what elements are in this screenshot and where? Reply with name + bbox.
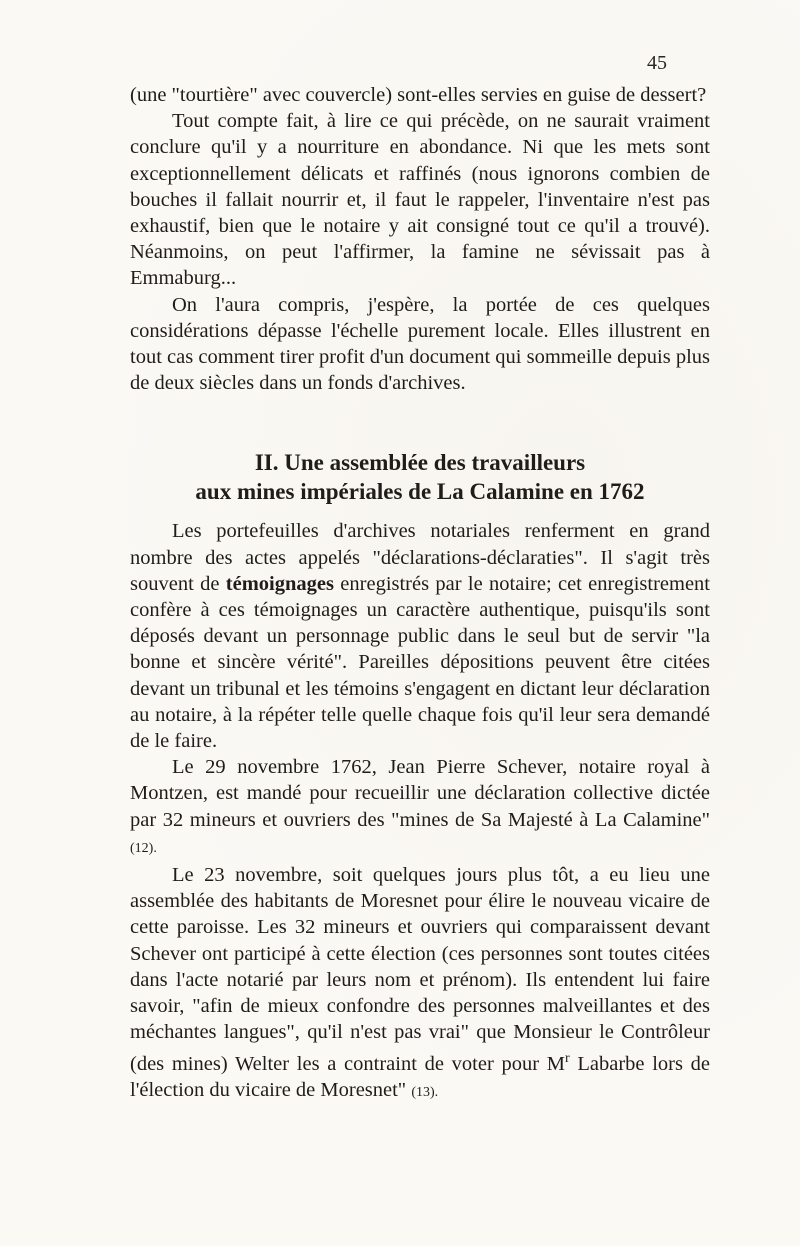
- paragraph-election-text: Le 23 novembre, soit quelques jours plus tôt, a eu lieu une assemblée des habitants de Moresnet pour élire le nouveau vicaire de cette paroisse. Les 32 mineurs et ouvriers qui comparaissent devant Schever ont participé à cette élection (ces personnes sont toutes citées dans l'acte notarié par leurs nom et prénom). Ils entendent lui faire savoir, "afin de mieux confondre des personnes malveillantes et des méchantes langues", qu'il n'est pas vrai" que Monsieur le Contrôleur (des mines) Welter les a contraint de voter pour M: [130, 864, 710, 1075]
- paragraph-election-text-2: Labarbe lors de l'élection du vicaire de Moresnet": [130, 1052, 710, 1101]
- section-heading-line-2: aux mines impériales de La Calamine en 1762: [195, 479, 645, 505]
- paragraph-schever-text: Le 29 novembre 1762, Jean Pierre Schever, notaire royal à Montzen, est mandé pour recueillir une déclaration collective dictée par 32 mineurs et ouvriers des "mines de Sa Majesté à La Calamine": [130, 756, 710, 831]
- section-heading-line-1: II. Une assemblée des travailleurs: [254, 450, 586, 476]
- paragraph-declarations: [130, 518, 710, 754]
- page-number: 45: [647, 52, 667, 74]
- section-heading: [130, 448, 710, 506]
- paragraph-continuation: (une "tourtière" avec couvercle) sont-elles servies en guise de dessert?: [130, 84, 707, 106]
- paragraph-election: [130, 862, 710, 1106]
- paragraph-conclusion: Tout compte fait, à lire ce qui précède, on ne saurait vraiment conclure qu'il y a nourriture en abondance. Ni que les mets sont exceptionnellement délicats et raffinés (nous ignorons combien de bouches il fallait nourrir et, il faut le rappeler, l'inventaire n'est pas exhaustif, bien que le notaire y ait consigné tout ce qu'il a trouvé). Néanmoins, on peut l'affirmer, la famine ne sévissait pas à Emmaburg...: [130, 110, 710, 290]
- superscript-r: r: [564, 1050, 570, 1066]
- footnote-ref-13: (13).: [411, 1084, 439, 1100]
- paragraph-declarations-text-b: enregistrés par le notaire; cet enregistrement confère à ces témoignages un caractère authentique, puisqu'ils sont déposés devant un personnage public dans le seul but de servir "la bonne et sincère vérité". Pareilles dépositions peuvent être citées devant un tribunal et les témoins s'engagent en dictant leur déclaration au notaire, à la répéter telle quelle chaque fois qu'il leur sera demandé de le faire.: [130, 572, 710, 753]
- paragraph-schever: [130, 754, 710, 862]
- paragraph-scope: On l'aura compris, j'espère, la portée de ces quelques considérations dépasse l'échelle purement locale. Elles illustrent en tout cas comment tirer profit d'un document qui sommeille depuis plus de deux siècles dans un fonds d'archives.: [130, 293, 710, 395]
- footnote-ref-12: (12).: [130, 840, 157, 856]
- bold-term-temoignages: témoignages: [225, 572, 334, 595]
- text-column: [130, 82, 710, 1106]
- paragraph-declarations-text-a: Les portefeuilles d'archives notariales renferment en grand nombre des actes appelés "déclarations-déclaraties". Il s'agit très souvent de: [130, 520, 710, 595]
